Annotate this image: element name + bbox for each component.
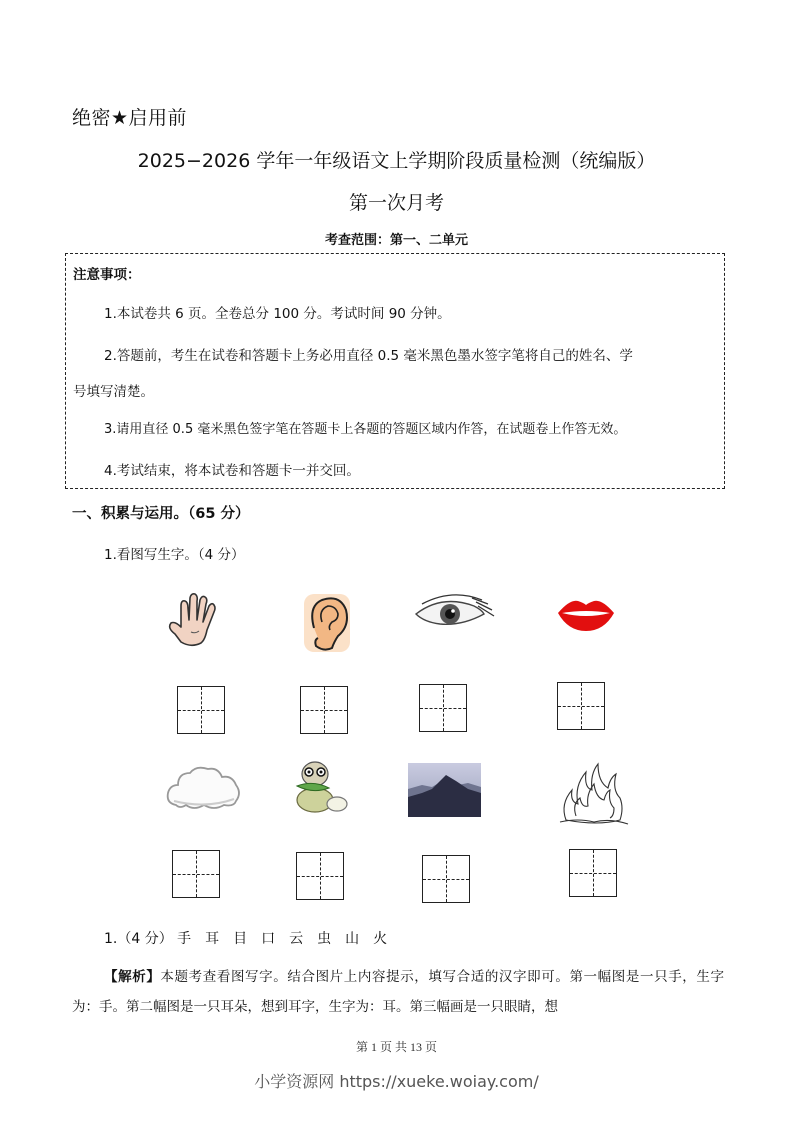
answer-prefix: 1.（4 分）	[104, 931, 173, 947]
mountain-picture	[408, 763, 481, 817]
confidential-label: 绝密★启用前	[72, 107, 188, 129]
question-1-prompt: 1.看图写生字。（4 分）	[104, 547, 245, 563]
notice-item-4: 4.考试结束，将本试卷和答题卡一并交回。	[104, 463, 360, 479]
writing-grid-cloud[interactable]	[172, 850, 220, 898]
hand-picture	[165, 590, 223, 652]
notice-heading: 注意事项：	[73, 267, 141, 283]
answer-char: 火	[373, 931, 388, 947]
answer-char: 山	[345, 931, 360, 947]
answer-char: 口	[261, 931, 276, 947]
notice-item-2: 2.答题前，考生在试卷和答题卡上务必用直径 0.5 毫米黑色墨水签字笔将自己的姓名、学	[104, 348, 633, 364]
page-number: 第 1 页 共 13 页	[355, 1040, 437, 1054]
answer-line	[104, 928, 401, 948]
writing-grid-fire[interactable]	[569, 849, 617, 897]
writing-grid-mountain[interactable]	[422, 855, 470, 903]
watermark: 小学资源网 https://xueke.woiay.com/	[254, 1072, 539, 1091]
fire-picture	[558, 760, 630, 828]
notice-item-2-cont: 号填写清楚。	[73, 384, 154, 400]
writing-grid-worm[interactable]	[296, 852, 344, 900]
exam-subtitle: 第一次月考	[348, 192, 444, 214]
notice-item-1: 1.本试卷共 6 页。全卷总分 100 分。考试时间 90 分钟。	[104, 306, 451, 322]
exam-scope: 考查范围：第一、二单元	[324, 233, 468, 248]
answer-char: 云	[289, 931, 304, 947]
exam-title: 2025−2026 学年一年级语文上学期阶段质量检测（统编版）	[137, 150, 656, 172]
writing-grid-mouth[interactable]	[557, 682, 605, 730]
analysis-text: 本题考查看图写字。结合图片上内容提示，填写合适的汉字即可。第一幅图是一只手，生字为：手。第二幅图是一只耳朵，想到耳字，生字为：耳。第三幅画是一只眼睛，想	[72, 969, 725, 1015]
answer-char: 目	[233, 931, 248, 947]
cloud-picture	[166, 763, 242, 811]
writing-grid-eye[interactable]	[419, 684, 467, 732]
answer-char: 手	[177, 931, 192, 947]
answer-char: 耳	[205, 931, 220, 947]
analysis-label: 【解析】	[104, 969, 161, 985]
worm-picture	[293, 760, 353, 814]
writing-grid-ear[interactable]	[300, 686, 348, 734]
answer-char: 虫	[317, 931, 332, 947]
lips-picture	[556, 597, 616, 633]
section-heading: 一、积累与运用。（65 分）	[72, 506, 250, 522]
writing-grid-hand[interactable]	[177, 686, 225, 734]
eye-picture	[412, 590, 496, 630]
notice-box	[65, 253, 725, 489]
ear-picture	[302, 592, 352, 654]
notice-item-3: 3.请用直径 0.5 毫米黑色签字笔在答题卡上各题的答题区域内作答，在试题卷上作答无效。	[104, 422, 627, 437]
analysis-paragraph	[72, 962, 724, 1022]
